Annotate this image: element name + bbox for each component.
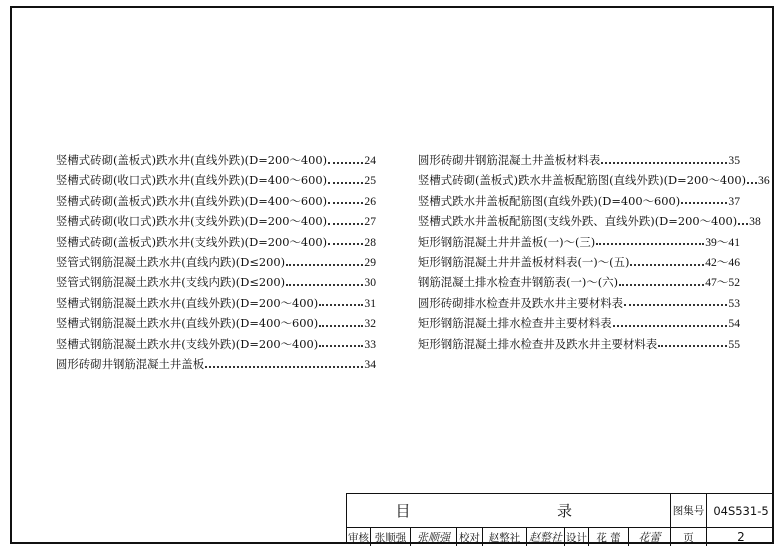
toc-entry-page: 53 (728, 296, 740, 310)
leader-dots (205, 365, 363, 368)
toc-entry[interactable] (418, 191, 740, 211)
toc-entry-page: 27 (364, 215, 376, 229)
toc-entry[interactable] (418, 334, 740, 354)
toc-entry-page: 35 (728, 154, 740, 167)
toc-entry[interactable] (56, 354, 376, 374)
toc-entry-page: 33 (364, 337, 376, 351)
toc-entry[interactable] (418, 313, 740, 333)
toc-entry-title: 竖槽式钢筋混凝土跌水井(直线外跌)(D=400～600) (56, 316, 319, 331)
design-label: 设计 (565, 528, 589, 546)
toc-entry-page: 30 (364, 276, 376, 290)
designer-name: 花 蕾 (589, 528, 629, 546)
toc-entry[interactable] (418, 170, 770, 190)
designer-signature: 花蕾 (629, 528, 671, 546)
title-block (346, 493, 774, 544)
title-left-char: 目 (395, 502, 413, 520)
toc-entry-title: 竖槽式砖砌(盖板式)跌水井盖板配筋图(直线外跌)(D=200～400) (418, 173, 747, 188)
leader-dots (319, 303, 363, 306)
toc-entry[interactable] (56, 170, 376, 190)
leader-dots (619, 283, 704, 286)
leader-dots (328, 201, 363, 204)
leader-dots (328, 222, 363, 225)
leader-dots (624, 303, 727, 306)
leader-dots (613, 324, 728, 327)
toc-entry[interactable] (418, 211, 761, 231)
toc-entry[interactable] (418, 272, 740, 292)
toc-entry-title: 竖槽式跌水井盖板配筋图(直线外跌)(D=400～600) (418, 193, 681, 208)
leader-dots (319, 324, 363, 327)
leader-dots (681, 201, 727, 204)
toc-entry-page: 24 (364, 154, 376, 167)
leader-dots (747, 181, 757, 184)
toc-entry[interactable] (56, 211, 376, 231)
toc-entry-title: 竖槽式砖砌(收口式)跌水井(直线外跌)(D=400～600) (56, 173, 328, 188)
reviewer-name: 张顺强 (371, 528, 411, 546)
toc-entry-page: 32 (364, 317, 376, 331)
toc-entry-page: 25 (364, 174, 376, 188)
toc-entry[interactable] (418, 252, 740, 272)
toc-entry[interactable] (418, 232, 740, 252)
toc-left-column (56, 150, 376, 374)
toc-entry-page: 37 (728, 194, 740, 208)
reviewer-signature: 张顺强 (411, 528, 457, 546)
leader-dots (319, 344, 363, 347)
toc-entry[interactable] (56, 272, 376, 292)
title-block-row-bottom (347, 527, 774, 546)
toc-entry-title: 竖槽式砖砌(盖板式)跌水井(支线外跌)(D=200～400) (56, 234, 328, 249)
toc-entry-page: 36 (758, 174, 770, 188)
toc-entry-page: 38 (749, 215, 761, 229)
toc-entry[interactable] (56, 313, 376, 333)
toc-entry-page: 31 (364, 296, 376, 310)
toc-entry-title: 矩形钢筋混凝土排水检查井主要材料表 (418, 316, 612, 331)
toc-entry[interactable] (56, 334, 376, 354)
leader-dots (328, 181, 363, 184)
check-label: 校对 (457, 528, 483, 546)
page-number: 2 (737, 530, 745, 544)
leader-dots (738, 222, 748, 225)
leader-dots (601, 161, 727, 164)
toc-entry[interactable] (56, 232, 376, 252)
toc-entry[interactable] (418, 293, 740, 313)
checker-name: 赵整社 (483, 528, 527, 546)
toc-entry-title: 矩形钢筋混凝土井井盖板(一)～(三) (418, 234, 596, 249)
toc-entry-page: 29 (364, 255, 376, 269)
toc-entry-title: 竖槽式砖砌(收口式)跌水井(支线外跌)(D=200～400) (56, 214, 328, 229)
leader-dots (328, 242, 363, 245)
title-right-char: 录 (461, 494, 671, 527)
atlas-number-label: 图集号 (671, 494, 707, 527)
atlas-number: 04S531-5 (713, 503, 769, 518)
toc-entry-title: 圆形砖砌排水检查井及跌水井主要材料表 (418, 295, 624, 310)
toc-entry-title: 圆形砖砌井钢筋混凝土井盖板材料表 (418, 153, 601, 167)
toc-entry-title: 矩形钢筋混凝土排水检查井及跌水井主要材料表 (418, 336, 658, 351)
toc-entry-page: 39～41 (705, 235, 740, 249)
toc-entry-title: 竖槽式砖砌(盖板式)跌水井(直线外跌)(D=200～400) (56, 153, 328, 167)
toc-right-column (418, 150, 770, 354)
toc-entry[interactable] (56, 191, 376, 211)
toc-entry-page: 47～52 (705, 276, 740, 290)
toc-entry-title: 竖槽式砖砌(盖板式)跌水井(直线外跌)(D=400～600) (56, 193, 328, 208)
checker-signature: 赵整社 (527, 528, 565, 546)
toc-entry-page: 55 (728, 337, 740, 351)
toc-entry-title: 钢筋混凝土排水检查井钢筋表(一)～(六) (418, 275, 619, 290)
toc-entry-title: 竖槽式跌水井盖板配筋图(支线外跌、直线外跌)(D=200～400) (418, 214, 738, 229)
toc-entry-title: 竖管式钢筋混凝土跌水井(直线内跌)(D≤200) (56, 254, 286, 269)
toc-entry-page: 54 (728, 317, 740, 331)
toc-entry[interactable] (418, 150, 740, 170)
toc-entry[interactable] (56, 252, 376, 272)
toc-entry-title: 竖管式钢筋混凝土跌水井(支线内跌)(D≤200) (56, 275, 286, 290)
leader-dots (630, 263, 704, 266)
title-block-row-top (347, 494, 774, 527)
page-label: 页 (671, 528, 707, 546)
toc-entry[interactable] (56, 150, 376, 170)
leader-dots (658, 344, 727, 347)
toc-entry-title: 竖槽式钢筋混凝土跌水井(支线外跌)(D=200～400) (56, 336, 319, 351)
toc-entry-title: 圆形砖砌井钢筋混凝土井盖板 (56, 356, 205, 371)
toc-entry-page: 28 (364, 235, 376, 249)
review-label: 审核 (347, 528, 371, 546)
toc-entry-title: 竖槽式钢筋混凝土跌水井(直线外跌)(D=200～400) (56, 295, 319, 310)
toc-entry-page: 42～46 (705, 255, 740, 269)
leader-dots (286, 263, 363, 266)
toc-entry-page: 34 (364, 357, 376, 371)
toc-entry-title: 矩形钢筋混凝土井井盖板材料表(一)～(五) (418, 254, 630, 269)
toc-entry[interactable] (56, 293, 376, 313)
leader-dots (286, 283, 363, 286)
toc-entry-page: 26 (364, 194, 376, 208)
leader-dots (328, 161, 363, 164)
leader-dots (596, 242, 704, 245)
